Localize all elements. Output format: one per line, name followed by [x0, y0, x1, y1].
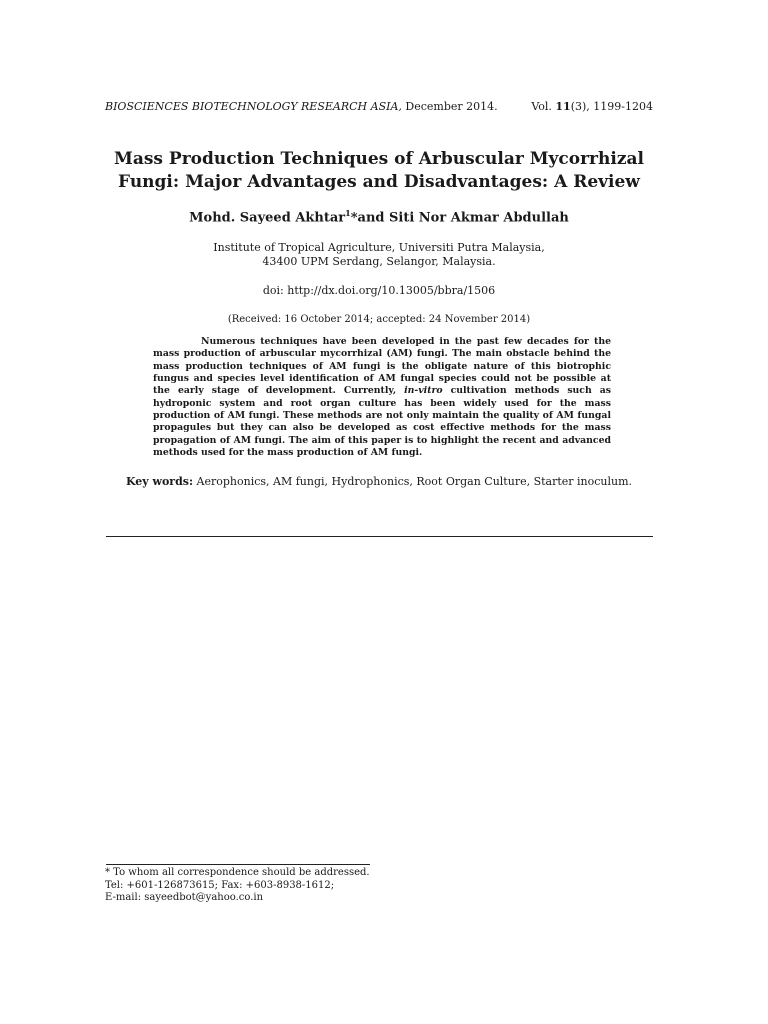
- coauthor-name: *and Siti Nor Akmar Abdullah: [350, 210, 569, 226]
- keywords-text: Aerophonics, AM fungi, Hydrophonics, Root Organ Culture, Starter inoculum.: [193, 475, 633, 488]
- section-divider: [106, 536, 653, 537]
- keywords-label: Key words:: [125, 475, 194, 488]
- received-accepted-dates: (Received: 16 October 2014; accepted: 24 November 2014): [227, 314, 531, 325]
- journal-name: BIOSCIENCES BIOTECHNOLOGY RESEARCH ASIA,: [105, 100, 402, 113]
- author-list: [105, 208, 653, 225]
- journal-citation: [105, 100, 498, 113]
- keywords: [105, 475, 653, 488]
- footnote-line-3: E-mail: sayeedbot@yahoo.co.in: [105, 892, 264, 903]
- affiliation: [105, 241, 653, 269]
- title-line-2: Fungi: Major Advantages and Disadvantages: A Review: [118, 172, 640, 192]
- affiliation-line-1: Institute of Tropical Agriculture, Universiti Putra Malaysia,: [213, 241, 545, 254]
- issue-date: December 2014.: [401, 100, 498, 113]
- running-header: [105, 100, 653, 113]
- author-name: Mohd. Sayeed Akhtar: [189, 210, 346, 226]
- abstract-text-2: cultivation methods such as hydroponic system and root organ culture has been widely used for the mass production of AM fungi. These methods are not only maintain the quality of AM fungal propagules but they can also be developed as cost effective methods for the mass propagation of AM fungi. The aim of this paper is to highlight the recent and advanced methods used for the mass production of AM fungi.: [153, 385, 611, 459]
- footnote-divider: [106, 864, 370, 865]
- title-line-1: Mass Production Techniques of Arbuscular Mycorrhizal: [114, 149, 644, 169]
- footnote-line-1: * To whom all correspondence should be addressed.: [105, 867, 370, 878]
- affiliation-line-2: 43400 UPM Serdang, Selangor, Malaysia.: [262, 255, 496, 268]
- abstract: [153, 336, 611, 459]
- volume-info: [531, 100, 653, 113]
- abstract-text-1: Numerous techniques have been developed in the past few decades for the mass production of arbuscular mycorrhizal (AM) fungi. The main obstacle behind the mass production techniques of AM fungi is the obligate nature of this biotrophic fungus and species level identification of AM fungal species could not be possible at the early stage of development. Currently,: [153, 336, 611, 397]
- paper-title: [105, 148, 653, 194]
- footnote-line-2: Tel: +601-126873615; Fax: +603-8938-1612;: [105, 879, 335, 891]
- correspondence-footnote: [105, 867, 370, 905]
- doi: doi: http://dx.doi.org/10.13005/bbra/1506: [262, 284, 496, 297]
- volume-pages: (3), 1199-1204: [570, 100, 653, 113]
- affiliation-mark: 1: [345, 208, 351, 218]
- volume-number: 11: [555, 100, 571, 113]
- abstract-italic-term: in-vitro: [404, 385, 443, 397]
- volume-prefix: Vol.: [531, 100, 556, 113]
